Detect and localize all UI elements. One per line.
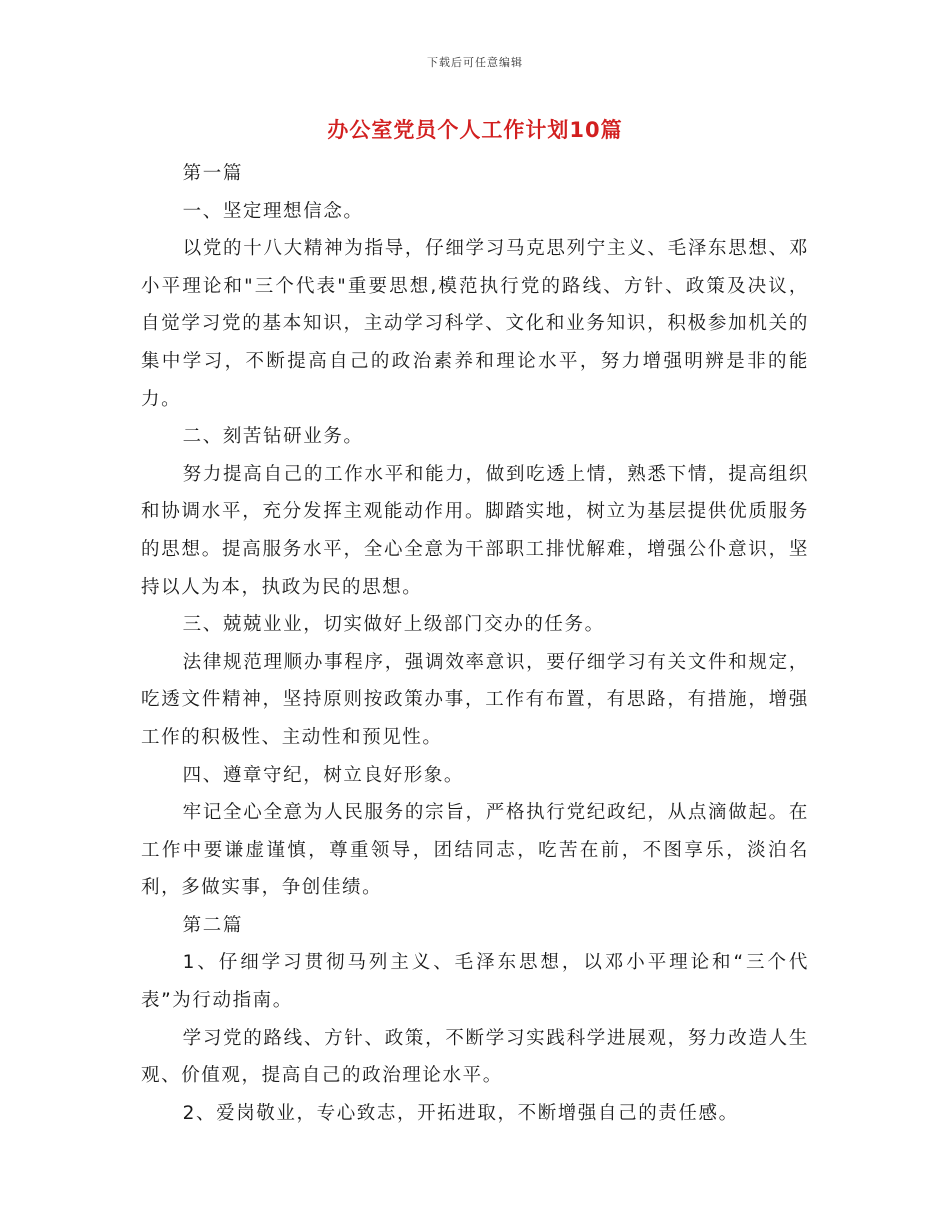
paragraph-heading: 三、兢兢业业，切实做好上级部门交办的任务。 xyxy=(182,614,605,636)
paragraph: 努力提高自己的工作水平和能力，做到吃透上情，熟悉下情，提高组织和协调水平，充分发挥主观能动作用。脚踏实地，树立为基层提供优质服务的思想。提高服务水平，全心全意为干部职工排忧解难，增强公仆意识，坚持以人为本，执政为民的思想。 xyxy=(141,463,809,598)
header-note: 下载后可任意编辑 xyxy=(427,56,523,69)
paragraph-heading: 四、遵章守纪，树立良好形象。 xyxy=(182,764,465,786)
paragraph-heading: 二、刻苦钻研业务。 xyxy=(182,426,364,448)
paragraph-heading: 一、坚定理想信念。 xyxy=(182,200,364,222)
paragraph: 以党的十八大精神为指导，仔细学习马克思列宁主义、毛泽东思想、邓小平理论和"三个代表"重要思想,模范执行党的路线、方针、政策及决议，自觉学习党的基本知识，主动学习科学、文化和业务知识，积极参加机关的集中学习，不断提高自己的政治素养和理论水平，努力增强明辨是非的能力。 xyxy=(141,238,809,410)
section-heading-1: 第一篇 xyxy=(182,163,243,184)
paragraph: 学习党的路线、方针、政策，不断学习实践科学进展观，努力改造人生观、价值观，提高自己的政治理论水平。 xyxy=(141,1027,809,1087)
document-title: 办公室党员个人工作计划10篇 xyxy=(327,118,623,142)
paragraph: 2、爱岗敬业，专心致志，开拓进取，不断增强自己的责任感。 xyxy=(182,1102,739,1124)
paragraph: 法律规范理顺办事程序，强调效率意识，要仔细学习有关文件和规定，吃透文件精神，坚持原则按政策办事，工作有布置，有思路，有措施，增强工作的积极性、主动性和预见性。 xyxy=(141,651,809,748)
paragraph: 牢记全心全意为人民服务的宗旨，严格执行党纪政纪，从点滴做起。在工作中要谦虚谨慎，尊重领导，团结同志，吃苦在前，不图享乐，淡泊名利，多做实事，争创佳绩。 xyxy=(141,802,809,899)
document-body xyxy=(141,155,809,1132)
paragraph: 1、仔细学习贯彻马列主义、毛泽东思想，以邓小平理论和“三个代表”为行动指南。 xyxy=(141,952,809,1012)
section-heading-2: 第二篇 xyxy=(182,914,243,936)
